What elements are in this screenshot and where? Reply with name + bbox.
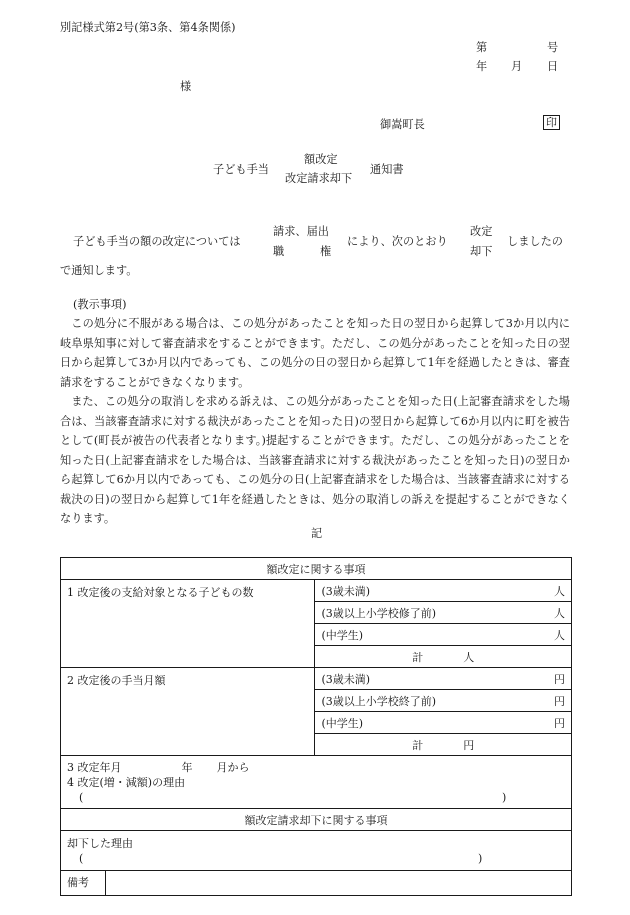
reject-paren-open: (	[79, 851, 84, 865]
form-label: 別記様式第2号(第3条、第4条関係)	[60, 21, 236, 34]
title-option-bottom: 改定請求却下	[285, 172, 353, 185]
title-option-top: 額改定	[304, 153, 338, 166]
section1-title: 額改定に関する事項	[61, 558, 572, 580]
issuer-name: 御嵩町長	[380, 118, 425, 131]
notice-line2: で通知します。	[60, 264, 138, 277]
ki-mark: 記	[311, 527, 323, 540]
instruction-heading: (教示事項)	[73, 298, 127, 311]
item2-row-under3: (3歳未満) 円	[315, 668, 572, 690]
notice-choice-a-bottom-left: 職	[273, 245, 285, 258]
notice-part3: しましたの	[507, 235, 563, 248]
item3-month: 月から	[216, 760, 250, 774]
instruction-paragraph-1: この処分に不服がある場合は、この処分があったことを知った日の翌日から起算して3か月以内に岐阜県知事に対して審査請求をすることができます。ただし、この処分があったことを知った日の翌日から起算して3か月以内であっても、この処分の日の翌日から起算して1年を経過したときは、審査請求をすることができなくなります。	[60, 317, 570, 389]
seal-mark: 印	[543, 115, 560, 130]
remarks-label: 備考	[61, 871, 106, 895]
notice-part2: により、次のとおり	[347, 235, 448, 248]
remarks-row	[61, 871, 572, 896]
item2-total: 計 円	[315, 734, 572, 756]
date-year: 年	[476, 60, 488, 73]
notice-choice-a-bottom-right: 権	[320, 245, 332, 258]
item1-row-under3: (3歳未満) 人	[315, 580, 572, 602]
notice-choice-a-top: 請求、届出	[273, 225, 329, 238]
item4-paren-open: (	[79, 790, 84, 804]
notice-part1: 子ども手当の額の改定については	[73, 235, 241, 248]
remarks-value	[106, 871, 571, 895]
item3-label: 3 改定年月	[67, 760, 122, 774]
details-table	[60, 557, 572, 896]
notice-choice-b-bottom: 却下	[470, 245, 493, 258]
item1-row-elementary: (3歳以上小学校修了前) 人	[315, 602, 572, 624]
item3-year: 年	[181, 760, 193, 774]
item2-label: 2 改定後の手当月額	[61, 668, 315, 756]
item4-paren-close: )	[502, 790, 507, 804]
item1-total: 計 人	[315, 646, 572, 668]
notice-choice-b-top: 改定	[470, 225, 493, 238]
title-prefix: 子ども手当	[213, 163, 269, 176]
date-day: 日	[547, 60, 559, 73]
date-month: 月	[511, 60, 523, 73]
instruction-paragraph-2: また、この処分の取消しを求める訴えは、この処分があったことを知った日(上記審査請求をした場合は、当該審査請求に対する裁決があったことを知った日)の翌日から起算して6か月以内に町を被告として(町長が被告の代表者となります。)提起することができます。ただし、この処分があったことを知った日(上記審査請求をした場合は、当該審査請求に対する裁決があったことを知った日)の翌日から起算して6か月以内であっても、この処分の日(上記審査請求をした場合は、当該審査請求に対する裁決の日)の翌日から起算して1年を経過したときは、処分の取消しの訴えを提起することができなくなります。	[60, 395, 570, 525]
reject-paren-close: )	[478, 851, 483, 865]
doc-number-suffix: 号	[547, 41, 559, 54]
doc-number-prefix: 第	[476, 41, 488, 54]
item1-row-junior-high: (中学生) 人	[315, 624, 572, 646]
addressee-suffix: 様	[180, 80, 192, 93]
section2-title: 額改定請求却下に関する事項	[61, 809, 572, 831]
item4-label: 4 改定(増・減額)の理由	[67, 775, 186, 789]
title-suffix: 通知書	[370, 163, 404, 176]
item1-label: 1 改定後の支給対象となる子どもの数	[61, 580, 315, 668]
reject-reason-label: 却下した理由	[67, 836, 133, 850]
item2-row-junior-high: (中学生) 円	[315, 712, 572, 734]
reject-reason-cell	[61, 831, 572, 871]
instruction-body	[60, 314, 570, 529]
item3-4-cell	[61, 756, 572, 809]
item2-row-elementary: (3歳以上小学校終了前) 円	[315, 690, 572, 712]
